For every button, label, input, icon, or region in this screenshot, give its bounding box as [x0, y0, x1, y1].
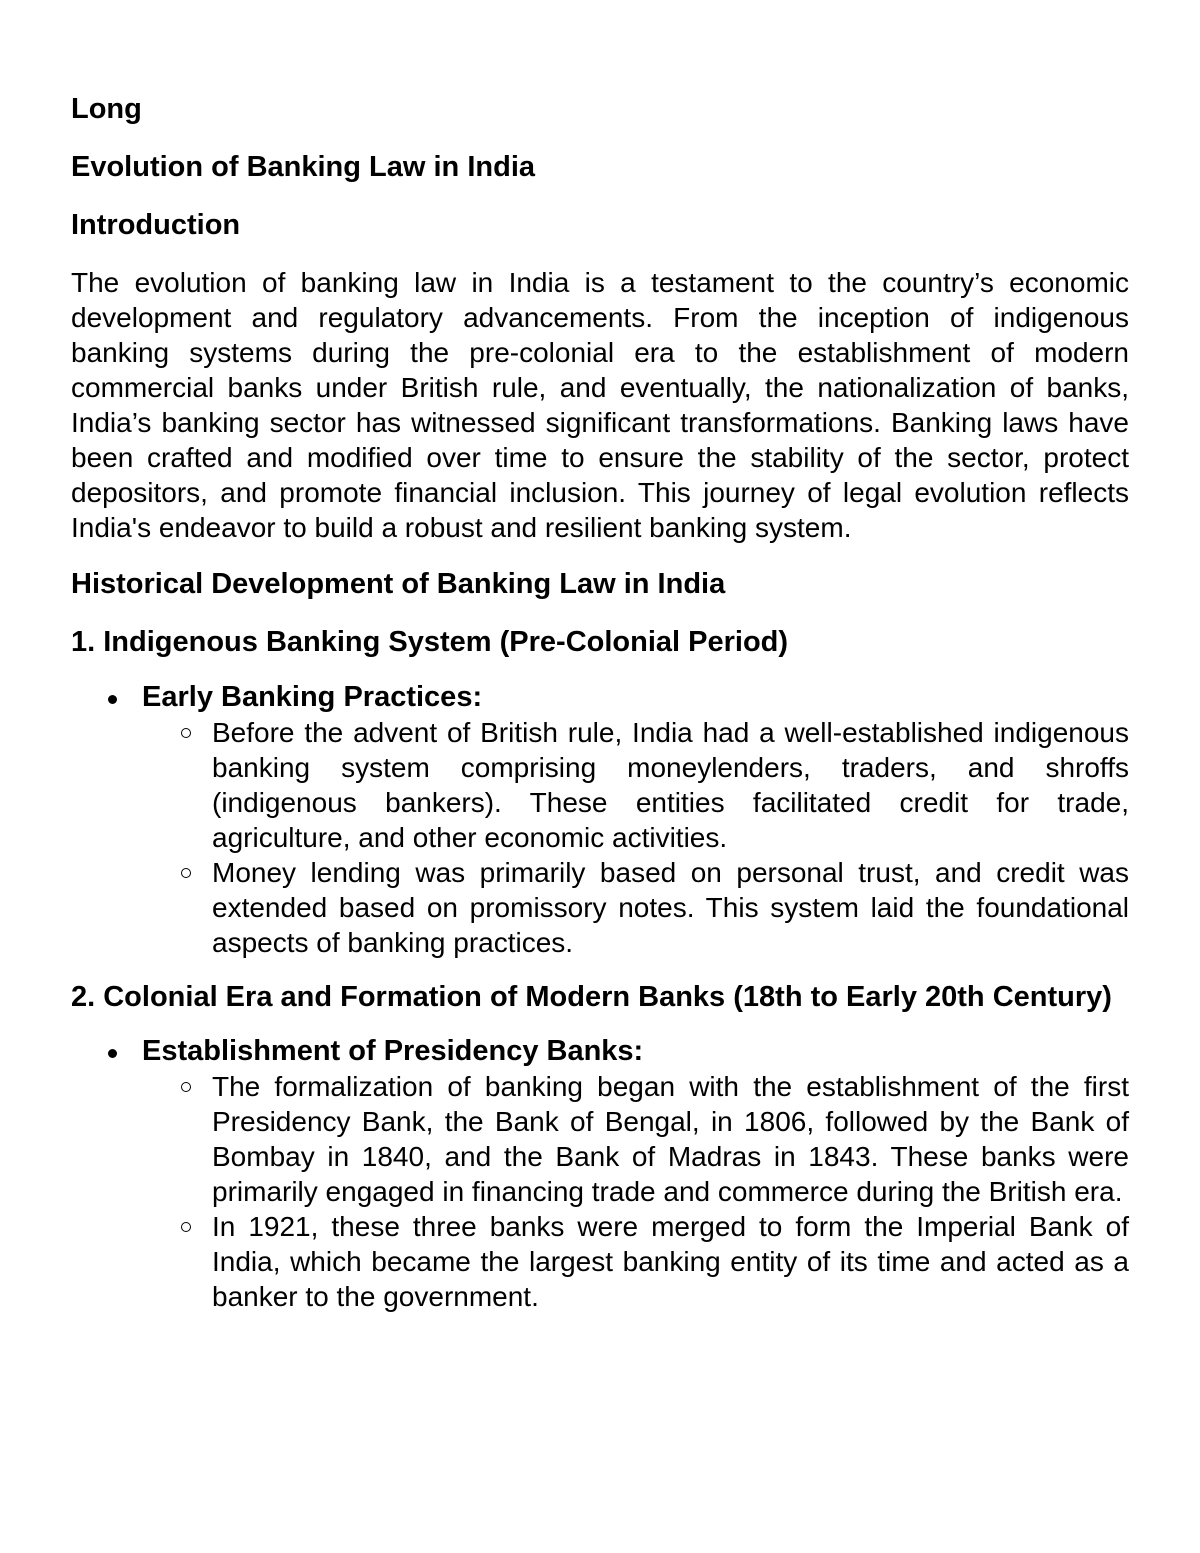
historical-development-heading: Historical Development of Banking Law in India	[71, 568, 726, 600]
introduction-paragraph: The evolution of banking law in India is a testament to the country’s economic development and regulatory advancements. From the inception of indigenous banking systems during the pre-colonial era to the establishment of modern commercial banks under British rule, and eventually, the nationalization of banks, India’s banking sector has witnessed significant transformations. Banking laws have been crafted and modified over time to ensure the stability of the sector, protect depositors, and promote financial inclusion. This journey of legal evolution reflects India's endeavor to build a robust and resilient banking system.	[71, 267, 1129, 543]
section-2-list	[71, 1034, 1129, 1314]
list-item-text: Before the advent of British rule, India had a well-established indigenous banking system comprising moneylenders, traders, and shroffs (indigenous bankers). These entities facilitated credit for trade, agriculture, and other economic activities.	[212, 717, 1129, 853]
hollow-bullet-icon	[181, 728, 191, 738]
hollow-bullet-icon	[181, 868, 191, 878]
document-label: Long	[71, 93, 142, 125]
section-2-bullet-title: Establishment of Presidency Banks:	[142, 1035, 644, 1067]
section-1-list	[71, 680, 1129, 960]
section-2-bullet	[71, 1034, 1129, 1314]
list-item-text: In 1921, these three banks were merged to form the Imperial Bank of India, which became the largest banking entity of its time and acted as a banker to the government.	[212, 1211, 1129, 1312]
list-item	[71, 1209, 1129, 1314]
list-item-text: The formalization of banking began with the establishment of the first Presidency Bank, the Bank of Bengal, in 1806, followed by the Bank of Bombay in 1840, and the Bank of Madras in 1843. These banks were primarily engaged in financing trade and commerce during the British era.	[212, 1071, 1129, 1207]
hollow-bullet-icon	[181, 1222, 191, 1232]
section-1-bullet	[71, 680, 1129, 960]
filled-bullet-icon	[108, 1049, 117, 1058]
list-item	[71, 1069, 1129, 1209]
hollow-bullet-icon	[181, 1082, 191, 1092]
filled-bullet-icon	[108, 695, 117, 704]
document-title: Evolution of Banking Law in India	[71, 151, 535, 183]
section-2-sublist	[142, 1069, 1129, 1314]
list-item	[71, 855, 1129, 960]
introduction-heading: Introduction	[71, 209, 241, 241]
section-1-heading: 1. Indigenous Banking System (Pre-Colonial Period)	[71, 626, 789, 658]
section-2-heading: 2. Colonial Era and Formation of Modern Banks (18th to Early 20th Century)	[71, 981, 1112, 1013]
section-1-sublist	[142, 715, 1129, 960]
document-page	[71, 92, 1129, 1334]
section-1-bullet-title: Early Banking Practices:	[142, 681, 483, 713]
list-item	[71, 715, 1129, 855]
list-item-text: Money lending was primarily based on personal trust, and credit was extended based on promissory notes. This system laid the foundational aspects of banking practices.	[212, 857, 1129, 958]
